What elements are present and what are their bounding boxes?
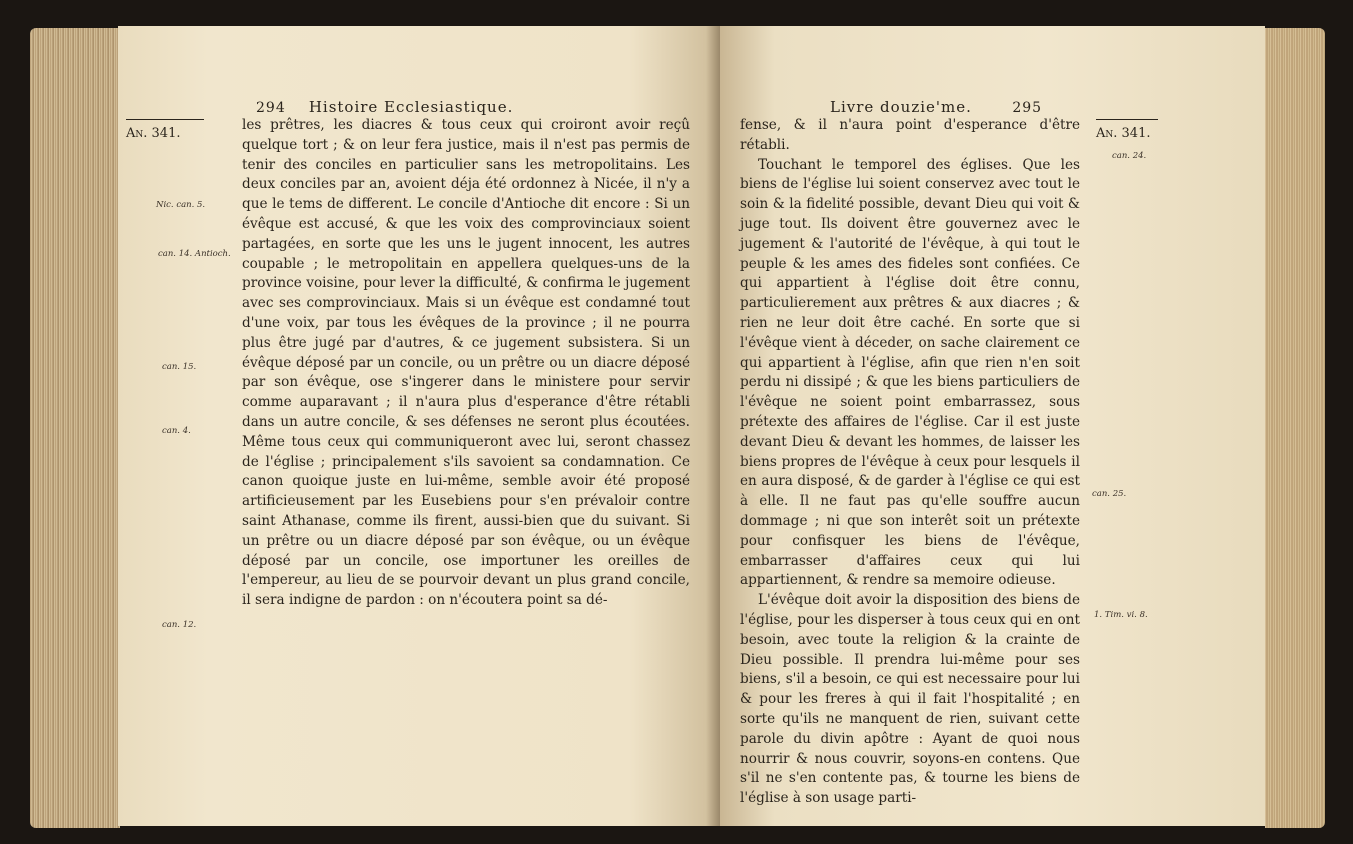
margin-note: can. 14. Antioch. bbox=[158, 249, 231, 259]
open-book bbox=[30, 18, 1325, 834]
left-body-text bbox=[242, 116, 690, 611]
left-page-edges bbox=[30, 28, 120, 828]
right-page-number: 295 bbox=[1012, 100, 1043, 116]
margin-note: can. 24. bbox=[1112, 151, 1147, 161]
right-year: An. 341. bbox=[1096, 126, 1151, 141]
margin-note: Nic. can. 5. bbox=[156, 200, 206, 210]
right-running-title: Livre douzie'me. bbox=[830, 98, 972, 116]
right-paragraph: fense, & il n'aura point d'esperance d'être rétabli. bbox=[740, 117, 1080, 153]
left-running-title: Histoire Ecclesiastique. bbox=[308, 98, 514, 116]
right-paragraph: L'évêque doit avoir la disposition des biens de l'église, pour les disperser à tous ceux qui en ont besoin, avec toute la religion & la crainte de Dieu possible. Il prendra lui-même pour ses biens, s'il a besoin, ce qui est necessaire pour lui & pour les freres à qui il fait l'hospitalité ; en sorte qu'ils ne manquent de rien, suivant cette parole du divin apôtre : Ayant de quoi nous nourrir & nous couvrir, soyons-en contens. Que s'il ne s'en contente pas, & tourne les biens de l'église à son usage parti- bbox=[740, 592, 1080, 807]
right-page-edges bbox=[1265, 28, 1325, 828]
right-page bbox=[720, 26, 1265, 826]
left-year: An. 341. bbox=[126, 126, 181, 141]
margin-note: can. 12. bbox=[162, 620, 197, 630]
right-paragraph: Touchant le temporel des églises. Que les biens de l'église lui soient conservez avec tout le soin & la fidelité possible, devant Dieu qui voit & juge tout. Ils doivent être gouvernez avec le jugement & l'autorité de l'évêque, à qui tout le peuple & les ames des fideles sont confiées. Ce qui appartient à l'église doit être connu, particulierement aux prêtres & aux diacres ; & rien ne leur doit être caché. En sorte que si l'évêque vient à déceder, on sache clairement ce qui appartient à l'église, afin que rien n'en soit perdu ni dissipé ; & que les biens particuliers de l'évêque ne soient point embarrassez, sous prétexte des affaires de l'église. Car il est juste devant Dieu & devant les hommes, de laisser les biens propres de l'évêque à ceux pour lesquels il en aura disposé, & de garder à l'église ce qui est à elle. Il ne faut pas qu'elle souffre aucun dommage ; ni que son interêt soit un prétexte pour confisquer les biens de l'évêque, embarrasser d'affaires ceux qui lui appartiennent, & rendre sa memoire odieuse. bbox=[740, 156, 1080, 589]
left-page bbox=[118, 26, 720, 826]
left-paragraph: les prêtres, les diacres & tous ceux qui croiront avoir reçû quelque tort ; & on leur fera justice, mais il n'est pas permis de tenir des conciles en particulier sans les metropolitains. Les deux conciles par an, avoient déja été ordonnez à Nicée, il n'y a que le tems de different. Le concile d'Antioche dit encore : Si un évêque est accusé, & que les voix des comprovinciaux soient partagées, en sorte que les uns le jugent innocent, les autres coupable ; le metropolitain en appellera quelques-uns de la province voisine, pour lever la difficulté, & confirma le jugement avec ses comprovinciaux. Mais si un évêque est condamné tout d'une voix, par tous les évêques de la province ; il ne pourra plus être jugé par d'autres, & ce jugement subsistera. Si un évêque déposé par un concile, ou un prêtre ou un diacre déposé par son évêque, ose s'ingerer dans le ministere pour servir comme auparavant ; il n'aura plus d'esperance d'être rétabli dans un autre concile, & ses défenses ne seront plus écoutées. Même tous ceux qui communiqueront avec lui, seront chassez de l'église ; principalement s'ils savoient sa condamnation. Ce canon quoique juste en lui-même, semble avoir été proposé artificieusement par les Eusebiens pour s'en prévaloir contre saint Athanase, comme ils firent, aussi-bien que du suivant. Si un prêtre ou un diacre déposé par son évêque, ou un évêque déposé par un concile, ose importuner les oreilles de l'empereur, au lieu de se pourvoir devant un plus grand concile, il sera indigne de pardon : on n'écoutera point sa dé- bbox=[242, 117, 690, 609]
margin-note: can. 25. bbox=[1092, 489, 1127, 499]
left-running-head bbox=[256, 98, 513, 116]
right-margin-notes bbox=[720, 26, 1265, 826]
margin-note: can. 4. bbox=[162, 426, 191, 436]
margin-note: can. 15. bbox=[162, 362, 197, 372]
margin-note: 1. Tim. vi. 8. bbox=[1094, 610, 1148, 620]
left-page-number: 294 bbox=[256, 100, 286, 116]
left-margin-notes bbox=[118, 26, 238, 826]
